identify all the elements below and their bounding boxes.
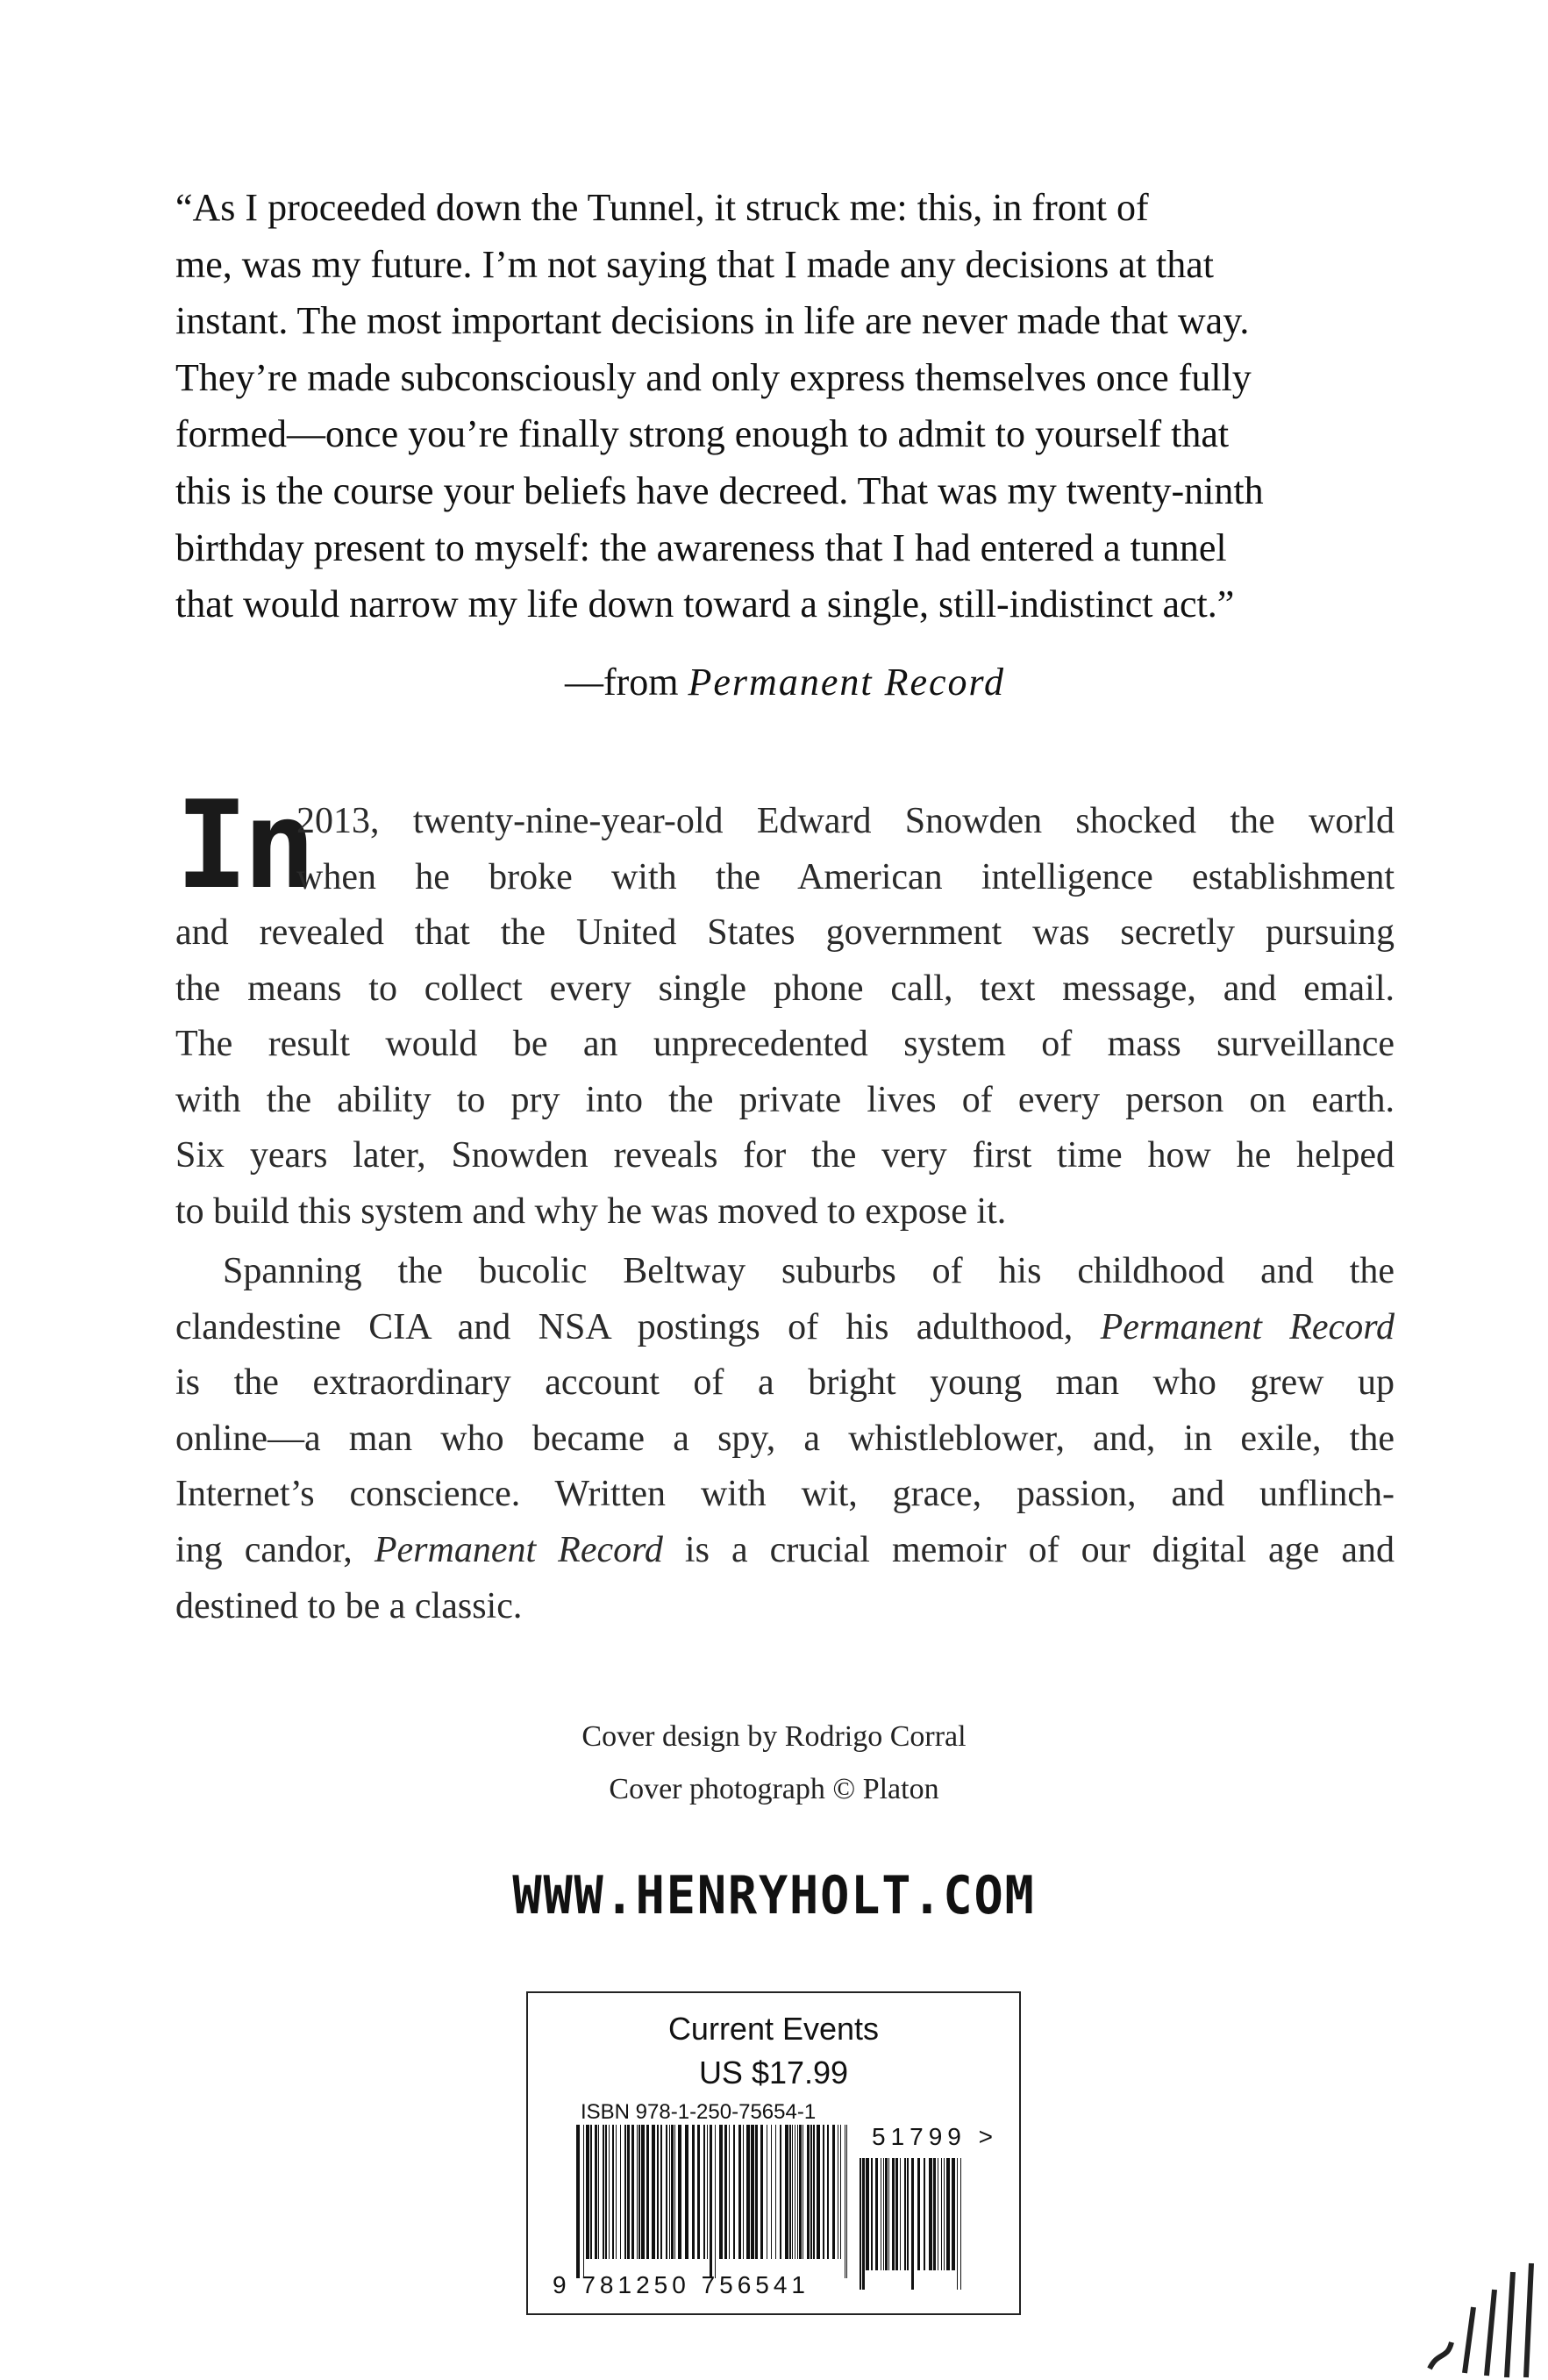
barcode-bar (866, 2158, 869, 2270)
barcode-bar (755, 2125, 758, 2259)
body-line (175, 1300, 1395, 1356)
barcode-bar (883, 2158, 884, 2270)
barcode-bar (612, 2125, 614, 2259)
barcode-bar (616, 2125, 617, 2259)
barcode-bar (583, 2125, 584, 2278)
book-title-italic: Permanent Record (374, 1529, 663, 1570)
barcode-bar (669, 2125, 670, 2259)
barcode-number: 9 781250 756541 (553, 2271, 810, 2298)
body-paragraph-2 (175, 1244, 1395, 1634)
barcode-bar (660, 2125, 662, 2259)
barcode-bar (703, 2125, 705, 2259)
body-line: Internet’s conscience. Written with wit, grace, passion, and unflinch- (175, 1474, 1395, 1515)
barcode-bar (692, 2125, 695, 2259)
epigraph-quote (175, 180, 1395, 633)
barcode-bar (862, 2158, 865, 2290)
drop-cap: In (175, 775, 311, 916)
body-line: and revealed that the United States government was secretly pursuing (175, 912, 1395, 953)
barcode-bar (697, 2125, 700, 2259)
barcode-bar (678, 2125, 681, 2259)
barcode-bar (775, 2125, 776, 2259)
barcode-bar (595, 2125, 597, 2259)
barcode-bar (900, 2158, 901, 2270)
body-line: when he broke with the American intelligence establishment (296, 856, 1395, 897)
epigraph-line: “As I proceeded down the Tunnel, it struck me: this, in front of (175, 186, 1149, 229)
barcode-bar (646, 2125, 649, 2259)
barcode-bar (751, 2125, 754, 2259)
body-line: 2013, twenty-nine-year-old Edward Snowden shocked the world (296, 801, 1395, 841)
barcode-bar (904, 2158, 906, 2270)
barcode-bar (743, 2125, 744, 2259)
barcode-bar (860, 2158, 861, 2290)
barcode-bar (707, 2125, 708, 2259)
barcode-bar (627, 2125, 630, 2259)
barcode-bar (911, 2158, 914, 2290)
barcode-bar (785, 2125, 788, 2259)
cover-photo-credit: Cover photograph © Platon (609, 1773, 939, 1805)
barcode-bar (895, 2158, 898, 2270)
barcode-bar (609, 2125, 610, 2259)
body-line-text: is a crucial memoir of our digital age and (662, 1529, 1395, 1570)
attribution-title: Permanent Record (688, 661, 1005, 704)
barcode-bar (719, 2125, 723, 2259)
body-line: to build this system and why he was moved to expose it. (175, 1190, 1007, 1232)
body-line-text: clandestine CIA and NSA postings of his adulthood, (175, 1306, 1101, 1347)
barcode-bar (840, 2125, 841, 2259)
barcode-bar (792, 2125, 793, 2259)
barcode-bar (586, 2125, 589, 2259)
epigraph-line: that would narrow my life down toward a single, still-indistinct act.” (175, 582, 1235, 626)
epigraph-line: instant. The most important decisions in life are never made that way. (175, 299, 1250, 343)
barcode-bar (797, 2125, 798, 2259)
barcode-bar (827, 2125, 829, 2259)
barcode-bar (631, 2125, 634, 2259)
barcode-bar (946, 2158, 950, 2270)
barcode-bar (715, 2125, 716, 2278)
barcode-bar (817, 2125, 820, 2259)
body-line: Six years later, Snowden reveals for the very first time how he helped (175, 1135, 1395, 1176)
barcode-bar (674, 2125, 675, 2259)
barcode-bar (771, 2125, 772, 2259)
barcode-bar (832, 2125, 835, 2259)
barcode-bar (789, 2125, 791, 2259)
body-line: the means to collect every single phone call, text message, and email. (175, 968, 1395, 1009)
body-line (175, 1523, 1395, 1579)
barcode-bar (780, 2125, 781, 2259)
barcode-bar (813, 2125, 815, 2259)
barcode-bar (933, 2158, 936, 2270)
barcode-bar (733, 2125, 735, 2259)
body-paragraph-1 (175, 905, 1395, 1240)
barcode-bar (885, 2158, 888, 2270)
barcode-bar (823, 2125, 824, 2259)
barcode-bar (652, 2125, 655, 2259)
barcode-bar (846, 2125, 847, 2278)
body-line: Spanning the bucolic Beltway suburbs of his childhood and the (223, 1251, 1395, 1291)
body-first-lines (296, 794, 1395, 905)
barcode-bar (605, 2125, 607, 2259)
supplement-barcode (860, 2158, 965, 2290)
barcode-bar (738, 2125, 741, 2259)
barcode-bar (807, 2125, 810, 2259)
barcode-bar (657, 2125, 659, 2259)
barcode-price: US $17.99 (698, 2055, 849, 2091)
epigraph-attribution (175, 654, 1395, 711)
barcode-bar (888, 2158, 889, 2270)
barcode-supplement-digits (872, 2123, 998, 2151)
barcode-bar (638, 2125, 640, 2259)
cover-credits (0, 1711, 1548, 1816)
barcode-bar (637, 2125, 638, 2259)
barcode-bar (957, 2158, 958, 2290)
barcode-bar (576, 2125, 580, 2278)
barcode-bar (944, 2158, 945, 2270)
barcode-category: Current Events (667, 2011, 880, 2047)
barcode-bar (598, 2125, 599, 2259)
ean-barcode (576, 2125, 852, 2278)
barcode-bar (685, 2125, 688, 2259)
barcode-bar (729, 2125, 730, 2259)
barcode-isbn: ISBN 978-1-250-75654-1 (581, 2100, 817, 2124)
barcode-box (526, 1991, 1021, 2315)
body-line: is the extraordinary account of a bright young man who grew up (175, 1362, 1395, 1404)
barcode-bar (871, 2158, 873, 2270)
barcode-bar (603, 2125, 604, 2259)
epigraph-line: birthday present to myself: the awareness that I had entered a tunnel (175, 525, 1227, 569)
barcode-bar (929, 2158, 932, 2270)
body-line: online—a man who became a spy, a whistleblower, and, in exile, the (175, 1418, 1395, 1459)
barcode-supplement-marker: > (978, 2123, 999, 2150)
barcode-bar (924, 2158, 925, 2270)
barcode-bar (746, 2125, 750, 2259)
barcode-bar (666, 2125, 667, 2259)
barcode-bar (941, 2158, 942, 2270)
barcode-bar (620, 2125, 621, 2259)
barcode-bar (892, 2158, 895, 2270)
epigraph-line: me, was my future. I’m not saying that I made any decisions at that (175, 242, 1215, 286)
barcode-bar (875, 2158, 878, 2270)
barcode-bar (960, 2158, 961, 2290)
barcode-bar (590, 2125, 592, 2259)
barcode-bar (641, 2125, 645, 2259)
body-line: The result would be an unprecedented system of mass surveillance (175, 1024, 1395, 1065)
attribution-prefix: —from (564, 661, 688, 704)
barcode-bar (799, 2125, 802, 2259)
body-line: destined to be a classic. (175, 1585, 523, 1626)
publisher-website: WWW.HENRYHOLT.COM (512, 1865, 1036, 1926)
barcode-bar (917, 2158, 920, 2270)
barcode-bar (907, 2158, 909, 2270)
barcode-bar (810, 2125, 812, 2259)
epigraph-line: They’re made subconsciously and only express themselves once fully (175, 355, 1252, 399)
barcode-bar (724, 2125, 727, 2259)
epigraph-line: this is the course your beliefs have decreed. That was my twenty-ninth (175, 468, 1264, 512)
cover-design-credit: Cover design by Rodrigo Corral (581, 1720, 967, 1753)
barcode-bar (624, 2125, 626, 2259)
barcode-bar (952, 2158, 955, 2270)
body-line-text: ing candor, (175, 1529, 375, 1570)
barcode-bar (760, 2125, 763, 2259)
epigraph-line: formed—once you’re finally strong enough to admit to yourself that (175, 412, 1230, 456)
barcode-bar (710, 2125, 712, 2278)
book-title-italic: Permanent Record (1100, 1306, 1395, 1347)
barcode-bar (671, 2125, 674, 2259)
barcode-supplement: 51799 (872, 2123, 967, 2150)
body-line: with the ability to pry into the private lives of every person on earth. (175, 1079, 1395, 1120)
edge-scribble (1403, 2255, 1544, 2380)
